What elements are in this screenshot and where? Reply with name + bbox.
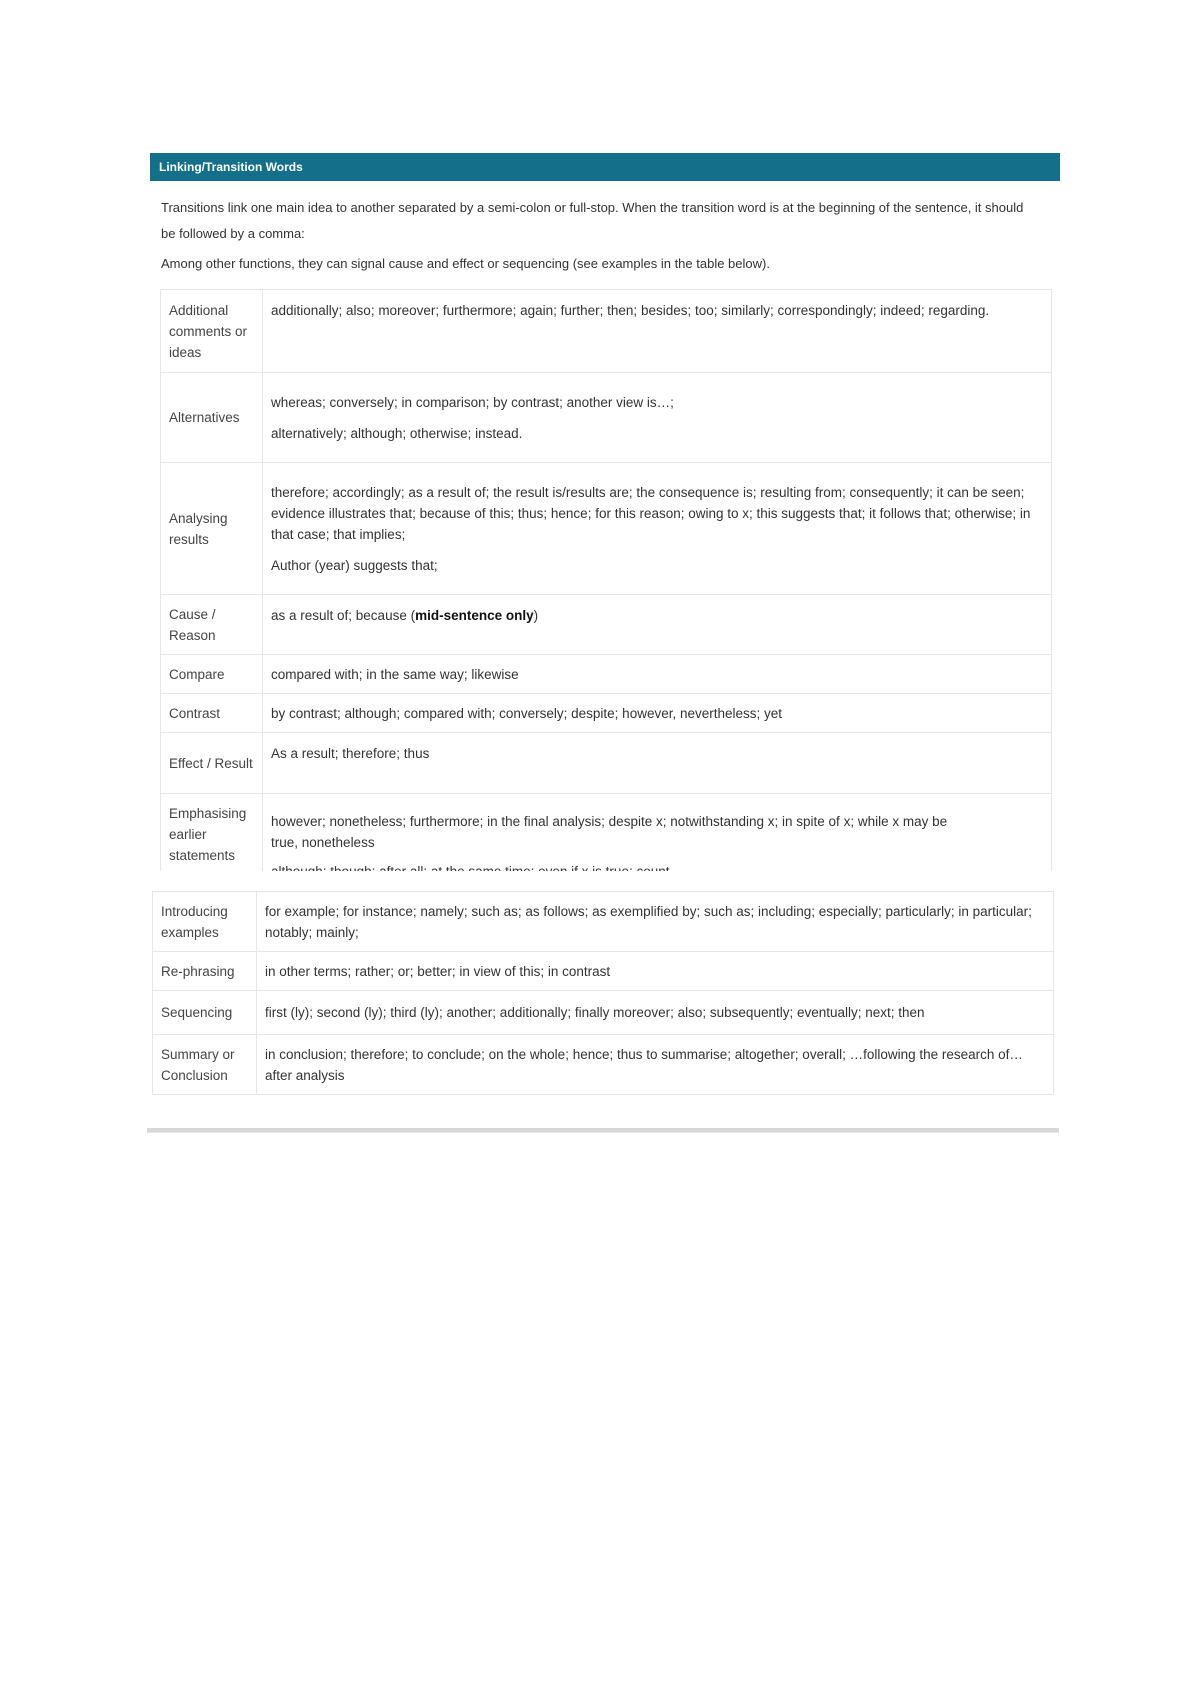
row-label: Alternatives — [161, 373, 263, 463]
table-row — [161, 733, 1052, 794]
table-row — [153, 952, 1054, 991]
row-value: therefore; accordingly; as a result of; the result is/results are; the consequence is; resulting from; consequently; it can be seen; evidence illustrates that; because of this; thus; hence; for this reason; owing to x; this suggests that; it follows that; otherwise; in that case; that implies; Author (year) suggests that; — [263, 463, 1052, 595]
table-row — [153, 892, 1054, 952]
table-row — [161, 463, 1052, 595]
row-value: As a result; therefore; thus — [263, 733, 1052, 794]
table-row — [153, 991, 1054, 1035]
row-value: however; nonetheless; furthermore; in the final analysis; despite x; notwithstanding x; in spite of x; while x may be true, nonetheless — [263, 794, 1052, 883]
bold-note: mid-sentence only — [415, 608, 534, 623]
table-row — [161, 694, 1052, 733]
row-value: first (ly); second (ly); third (ly); another; additionally; finally moreover; also; subsequently; eventually; next; then — [257, 991, 1054, 1035]
row-value: for example; for instance; namely; such as; as follows; as exemplified by; such as; including; especially; particularly; in particular; notably; mainly; — [257, 892, 1054, 952]
row-value: in other terms; rather; or; better; in view of this; in contrast — [257, 952, 1054, 991]
row-value: as a result of; because (mid-sentence only) — [263, 595, 1052, 655]
row-value: by contrast; although; compared with; conversely; despite; however, nevertheless; yet — [263, 694, 1052, 733]
table-row — [153, 1035, 1054, 1095]
row-value: whereas; conversely; in comparison; by contrast; another view is…; alternatively; although; otherwise; instead. — [263, 373, 1052, 463]
table-row — [161, 373, 1052, 463]
row-label: Analysing results — [161, 463, 263, 595]
row-label: Effect / Result — [161, 733, 263, 794]
row-label: Compare — [161, 655, 263, 694]
table-row — [161, 655, 1052, 694]
row-label: Additional comments or ideas — [161, 290, 263, 373]
row-label: Introducing examples — [153, 892, 257, 952]
intro-paragraph-2: Among other functions, they can signal cause and effect or sequencing (see examples in the table below). — [161, 256, 770, 271]
row-label: Contrast — [161, 694, 263, 733]
row-label: Sequencing — [153, 991, 257, 1035]
transition-table-2 — [152, 891, 1054, 1095]
intro-paragraph-1: Transitions link one main idea to another separated by a semi-colon or full-stop. When the transition word is at the beginning of the sentence, it should be followed by a comma: — [161, 200, 1024, 241]
table-row — [161, 290, 1052, 373]
section-title: Linking/Transition Words — [150, 153, 1060, 181]
row-value: compared with; in the same way; likewise — [263, 655, 1052, 694]
table-row — [161, 595, 1052, 655]
row-label: Cause / Reason — [161, 595, 263, 655]
row-value: additionally; also; moreover; furthermore; again; further; then; besides; too; similarly; correspondingly; indeed; regarding. — [263, 290, 1052, 373]
row-label: Emphasising earlier statements — [161, 794, 263, 883]
footer-divider — [147, 1128, 1059, 1133]
table-row — [161, 794, 1052, 883]
row-value: in conclusion; therefore; to conclude; on the whole; hence; thus to summarise; altogether; overall; …following the research of…after analysis — [257, 1035, 1054, 1095]
row-label: Summary or Conclusion — [153, 1035, 257, 1095]
page-break-cover — [0, 871, 1200, 891]
row-label: Re-phrasing — [153, 952, 257, 991]
transition-table-1 — [160, 289, 1052, 883]
